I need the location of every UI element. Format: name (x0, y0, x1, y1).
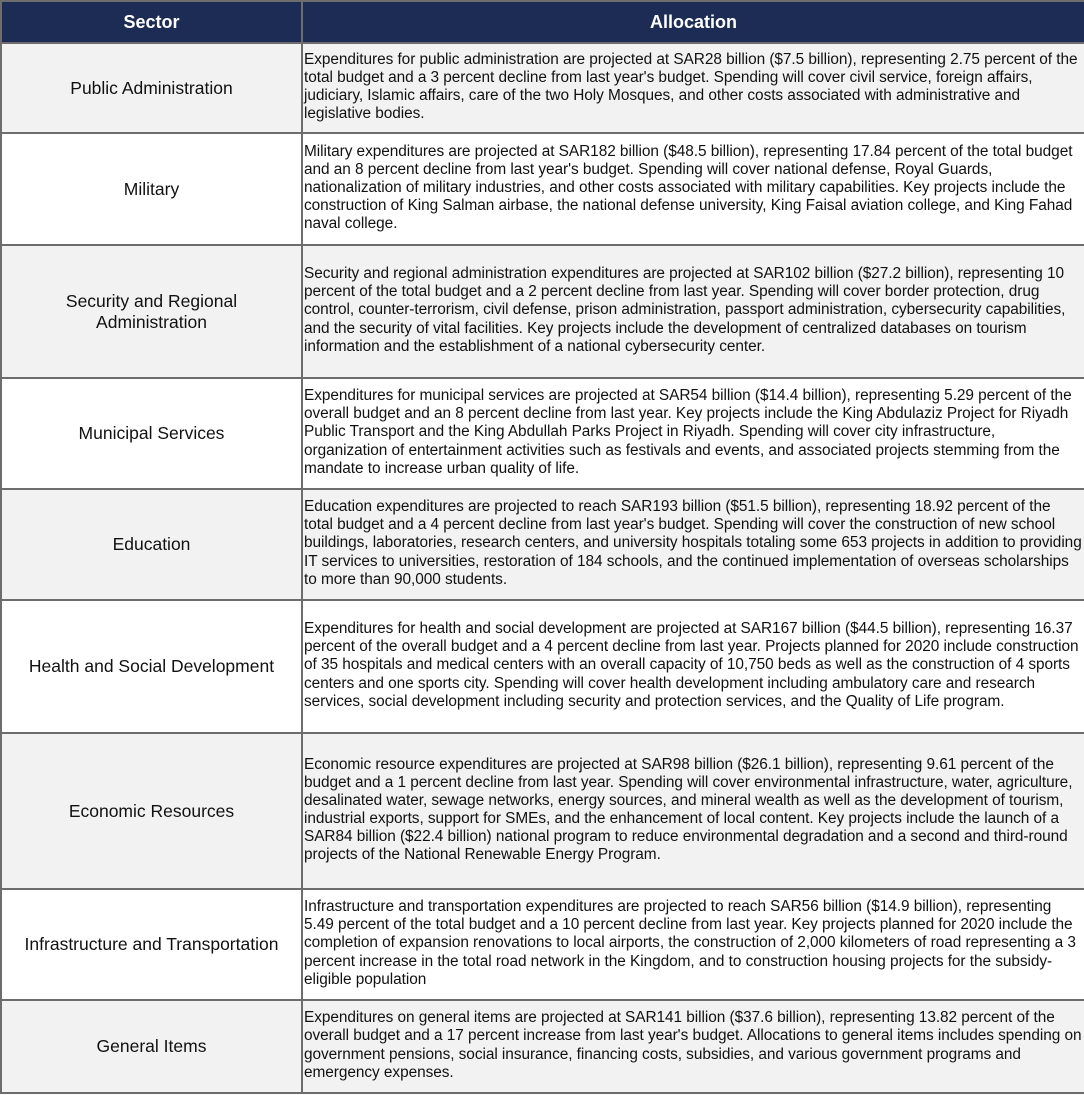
table-row (1, 889, 1084, 1000)
sector-cell: Education (1, 489, 302, 600)
table-row (1, 1000, 1084, 1093)
sector-cell: Security and Regional Administration (1, 245, 302, 378)
allocation-cell: Expenditures for health and social development are projected at SAR167 billion ($44.5 billion), representing 16.37 percent of the overall budget and a 4 percent decline from last year. Projects planned for 2020 include construction of 35 hospitals and medical centers with an overall capacity of 10,750 beds as well as the construction of 4 sports centers and one sports city. Spending will cover health development including ambulatory care and research services, social development including security and protection services, and the Quality of Life program. (302, 600, 1084, 733)
allocation-cell: Infrastructure and transportation expenditures are projected to reach SAR56 billion ($14.9 billion), representing 5.49 percent of the total budget and a 10 percent decline from last year. Key projects planned for 2020 include the completion of expansion renovations to local airports, the construction of 2,000 kilometers of road representing a 3 percent increase in the total road network in the Kingdom, and to construction housing projects for the subsidy-eligible population (302, 889, 1084, 1000)
table-row (1, 600, 1084, 733)
table-row (1, 733, 1084, 889)
table-row (1, 43, 1084, 133)
sector-cell: Health and Social Development (1, 600, 302, 733)
sector-cell: Military (1, 133, 302, 245)
allocation-cell: Military expenditures are projected at SAR182 billion ($48.5 billion), representing 17.84 percent of the total budget and an 8 percent decline from last year's budget. Spending will cover national defense, Royal Guards, nationalization of military industries, and other costs associated with military capabilities. Key projects include the construction of King Salman airbase, the national defense university, King Faisal aviation college, and King Fahad naval college. (302, 133, 1084, 245)
table-row (1, 245, 1084, 378)
sector-cell: Economic Resources (1, 733, 302, 889)
table-row (1, 133, 1084, 245)
sector-cell: Infrastructure and Transportation (1, 889, 302, 1000)
sector-cell: Public Administration (1, 43, 302, 133)
allocation-cell: Expenditures on general items are projected at SAR141 billion ($37.6 billion), representing 13.82 percent of the overall budget and a 17 percent increase from last year's budget. Allocations to general items includes spending on government pensions, social insurance, financing costs, subsidies, and various government programs and emergency expenses. (302, 1000, 1084, 1093)
table-row (1, 489, 1084, 600)
allocation-cell: Expenditures for municipal services are projected at SAR54 billion ($14.4 billion), representing 5.29 percent of the overall budget and an 8 percent decline from last year. Key projects include the King Abdulaziz Project for Riyadh Public Transport and the King Abdullah Parks Project in Riyadh. Spending will cover city infrastructure, organization of entertainment activities such as festivals and events, and associated projects stemming from the mandate to increase urban quality of life. (302, 378, 1084, 489)
allocation-cell: Economic resource expenditures are projected at SAR98 billion ($26.1 billion), representing 9.61 percent of the budget and a 1 percent decline from last year. Spending will cover environmental infrastructure, water, agriculture, desalinated water, sewage networks, energy sources, and mineral wealth as well as the development of tourism, industrial exports, support for SMEs, and the enhancement of local content. Key projects include the launch of a SAR84 billion ($22.4 billion) national program to reduce environmental degradation and a second and third-round projects of the National Renewable Energy Program. (302, 733, 1084, 889)
table-row (1, 378, 1084, 489)
sector-cell: Municipal Services (1, 378, 302, 489)
table-header-row (1, 1, 1084, 43)
allocation-cell: Expenditures for public administration are projected at SAR28 billion ($7.5 billion), representing 2.75 percent of the total budget and a 3 percent decline from last year's budget. Spending will cover civil service, foreign affairs, judiciary, Islamic affairs, care of the two Holy Mosques, and other costs associated with administrative and legislative bodies. (302, 43, 1084, 133)
header-allocation: Allocation (302, 1, 1084, 43)
allocation-cell: Education expenditures are projected to reach SAR193 billion ($51.5 billion), representing 18.92 percent of the total budget and a 4 percent decline from last year's budget. Spending will cover the construction of new school buildings, laboratories, research centers, and university hospitals totaling some 653 projects in addition to providing IT services to universities, restoration of 184 schools, and the continued implementation of overseas scholarships to more than 90,000 students. (302, 489, 1084, 600)
header-sector: Sector (1, 1, 302, 43)
sector-cell: General Items (1, 1000, 302, 1093)
allocation-cell: Security and regional administration expenditures are projected at SAR102 billion ($27.2 billion), representing 10 percent of the total budget and a 2 percent decline from last year. Spending will cover border protection, drug control, counter-terrorism, civil defense, prison administration, passport administration, cybersecurity capabilities, and the security of vital facilities. Key projects include the development of centralized databases on tourism information and the establishment of a national cybersecurity center. (302, 245, 1084, 378)
